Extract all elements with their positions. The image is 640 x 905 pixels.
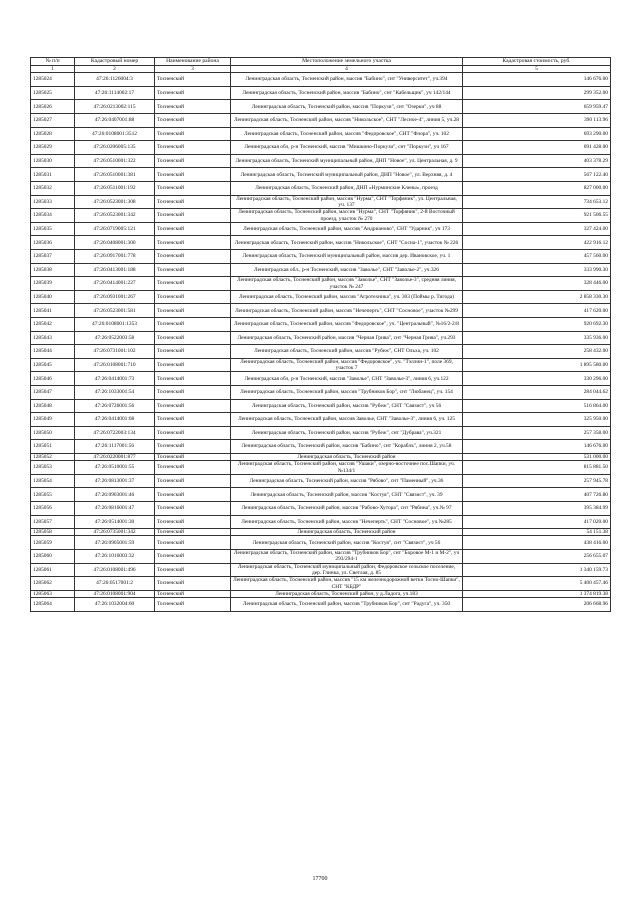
cadastral-value: 457 560.00	[463, 250, 611, 264]
cadastral-value: 531 000.00	[463, 453, 611, 460]
district-name: Тосненский	[155, 345, 231, 359]
plot-location: Ленинградская область, Тосненский район, ДНП «Нурминские Клены», проезд	[231, 182, 463, 196]
table-row	[31, 461, 611, 475]
cadastral-number: 47:26:0510001:55	[75, 461, 155, 475]
table-row	[31, 195, 611, 209]
cadastral-value: 2 858 330.30	[463, 290, 611, 304]
district-name: Тосненский	[155, 577, 231, 591]
cadastral-value: 1 895 580.00	[463, 358, 611, 372]
cadastral-number: 47:26:0413001:188	[75, 263, 155, 277]
district-name: Тосненский	[155, 536, 231, 550]
cadastral-value-table	[30, 57, 611, 612]
cadastral-number: 47:26:0510001:381	[75, 168, 155, 182]
row-number: 1285027	[31, 114, 75, 128]
cadastral-number: 47:26:0903001:46	[75, 488, 155, 502]
district-name: Тосненский	[155, 529, 231, 536]
cadastral-value: 5 400 457.46	[463, 577, 611, 591]
district-name: Тосненский	[155, 141, 231, 155]
district-name: Тосненский	[155, 331, 231, 345]
cadastral-value: 438 416.00	[463, 536, 611, 550]
row-number: 1285045	[31, 358, 75, 372]
cadastral-value: 827 000.00	[463, 182, 611, 196]
row-number: 1285031	[31, 168, 75, 182]
cadastral-value: 417 020.00	[463, 515, 611, 529]
row-number: 1285050	[31, 426, 75, 440]
cadastral-number: 47:26:0726001:56	[75, 399, 155, 413]
cadastral-number: 47:26:0407001:88	[75, 114, 155, 128]
district-name: Тосненский	[155, 127, 231, 141]
row-number: 1285056	[31, 502, 75, 516]
district-name: Тосненский	[155, 222, 231, 236]
district-name: Тосненский	[155, 236, 231, 250]
cadastral-number: 47:26:1117001:56	[75, 440, 155, 454]
cadastral-value: 693 290.00	[463, 127, 611, 141]
cadastral-value: 659 959.47	[463, 100, 611, 114]
cadastral-value: 328 446.00	[463, 277, 611, 291]
district-name: Тосненский	[155, 440, 231, 454]
district-name: Тосненский	[155, 488, 231, 502]
cadastral-value: 691 428.00	[463, 141, 611, 155]
header-cadastral-number: Кадастровый номер	[75, 58, 155, 66]
row-number: 1285055	[31, 488, 75, 502]
table-row	[31, 563, 611, 577]
row-number: 1285039	[31, 277, 75, 291]
district-name: Тосненский	[155, 461, 231, 475]
cadastral-value: 1 340 159.73	[463, 563, 611, 577]
table-row	[31, 114, 611, 128]
plot-location: Ленинградская область, Тосненский район, массив "Трубников Бор", снт "Боровое М-1 и М-2", уч 293/294-1	[231, 550, 463, 564]
plot-location: Ленинградская область, Тосненский район, массив "15 км железнодорожной ветки Тосно-Шапки", СНТ "КБДР"	[231, 577, 463, 591]
cadastral-number: 47:26:1032004:60	[75, 598, 155, 612]
row-number: 1285036	[31, 236, 75, 250]
row-number: 1285040	[31, 290, 75, 304]
cadastral-number: 47:26:0813001:37	[75, 474, 155, 488]
cadastral-value-table-sheet	[30, 57, 610, 612]
district-name: Тосненский	[155, 358, 231, 372]
cadastral-value: 395 384.99	[463, 502, 611, 516]
cadastral-value: 567 122.40	[463, 168, 611, 182]
plot-location: Ленинградская область, Тосненский район, массив "Бабино", снт "Кабельщик", уч 142/144	[231, 86, 463, 100]
plot-location: Ленинградская область, Тосненский район, массив "Ушаки", озерно-восточнее пос.Шапки, уч.№134/1	[231, 461, 463, 475]
row-number: 1285049	[31, 413, 75, 427]
plot-location: Ленинградская область, Тосненский район, массив "Андрианово", СНТ "Ударник", уч 173	[231, 222, 463, 236]
cadastral-value: 335 936.00	[463, 331, 611, 345]
row-number: 1285060	[31, 550, 75, 564]
district-name: Тосненский	[155, 426, 231, 440]
cadastral-value: 333 990.30	[463, 263, 611, 277]
table-row	[31, 529, 611, 536]
cadastral-value: 330 296.00	[463, 372, 611, 386]
row-number: 1285030	[31, 154, 75, 168]
plot-location: Ленинградская область, Тосненский район, массив "Нурма", СНТ "Торфяник", ул. Центральная, уч. 137	[231, 195, 463, 209]
header-district: Наименование района	[155, 58, 231, 66]
district-name: Тосненский	[155, 154, 231, 168]
plot-location: Ленинградская область, Тосненский муниципальный район, Федоровское сельское поселение, дер. Глинка, ул. Светлая, д. 85	[231, 563, 463, 577]
table-row	[31, 453, 611, 460]
cadastral-number: 47:26:0917001:778	[75, 250, 155, 264]
row-number: 1285059	[31, 536, 75, 550]
plot-location: Ленинградская область, Тосненский муниципальный район, массив дер. Ивановское, уч. 1	[231, 250, 463, 264]
header-location: Местоположение земельного участка	[231, 58, 463, 66]
cadastral-number: 47:26:0931001:267	[75, 290, 155, 304]
plot-location: Ленинградская область, Тосненский район, массив "Нурма", СНТ "Торфяник", 2-й Восточный проезд, участок № 270	[231, 209, 463, 223]
plot-location: Ленинградская область, Тосненский район	[231, 529, 463, 536]
cadastral-number: 47:26:0108001:1353	[75, 317, 155, 331]
row-number: 1285062	[31, 577, 75, 591]
cadastral-value: 258 432.00	[463, 345, 611, 359]
plot-location: Ленинградская область, Тосненский район, массив "Костуя", СНТ "Связист", уч. 39	[231, 488, 463, 502]
plot-location: Ленинградская область, Тосненский район, массив "Костуя", снт "Связист", уч 56	[231, 536, 463, 550]
cadastral-number: 47:26:0108001:496	[75, 563, 155, 577]
district-name: Тосненский	[155, 304, 231, 318]
plot-location: Ленинградская обл, р-н Тосненский, массив "Заволье", СНТ "Заволье-3", линия 6, уч.122	[231, 372, 463, 386]
row-number: 1285034	[31, 209, 75, 223]
header-number: № п/п	[31, 58, 75, 66]
district-name: Тосненский	[155, 182, 231, 196]
row-number: 1285052	[31, 453, 75, 460]
column-number: 5	[463, 66, 611, 73]
plot-location: Ленинградская область, Тосненский район, массив "Никольское", СНТ "Лесное-4", линия 5, уч.28	[231, 114, 463, 128]
cadastral-value: 325 950.00	[463, 413, 611, 427]
table-row	[31, 413, 611, 427]
district-name: Тосненский	[155, 317, 231, 331]
row-number: 1285025	[31, 86, 75, 100]
plot-location: Ленинградская область, Тосненский район, массив "Черная Грива", снт "Черная Грива", уч.293	[231, 331, 463, 345]
table-header-row	[31, 58, 611, 66]
plot-location: Ленинградская область, Тосненский район, массив "Федоровское", уч. "Тэллин-1", поле 369, участок 7	[231, 358, 463, 372]
plot-location: Ленинградская область, Тосненский район, массив "Трубников Бор", снт "Любанец", уч. 154	[231, 385, 463, 399]
row-number: 1285043	[31, 331, 75, 345]
table-row	[31, 168, 611, 182]
table-row	[31, 385, 611, 399]
plot-location: Ленинградская область, Тосненский район, массив "Поркузи", снт "Озерки", уч 88	[231, 100, 463, 114]
cadastral-number: 47:26:0514001:30	[75, 515, 155, 529]
table-row	[31, 488, 611, 502]
plot-location: Ленинградская область, Тосненский район, массив "Нечеперть", СНТ "Сосновое", участок №299	[231, 304, 463, 318]
row-number: 1285033	[31, 195, 75, 209]
plot-location: Ленинградская область, Тосненский район, массив "Нечеперть", СНТ "Сосновое", уч.№285	[231, 515, 463, 529]
row-number: 1285064	[31, 598, 75, 612]
district-name: Тосненский	[155, 563, 231, 577]
plot-location: Ленинградская область, Тосненский район, массив "Федоровское", СНТ "Флора", уч. 102	[231, 127, 463, 141]
table-row	[31, 590, 611, 597]
cadastral-value: 920 692.30	[463, 317, 611, 331]
page-number: 17700	[312, 876, 328, 882]
table-row	[31, 100, 611, 114]
cadastral-number: 47:26:0523001:308	[75, 195, 155, 209]
district-name: Тосненский	[155, 277, 231, 291]
plot-location: Ленинградская обл., р-н Тосненский, массив "Заволье", СНТ "Заволье-2", уч.326	[231, 263, 463, 277]
row-number: 1285029	[31, 141, 75, 155]
cadastral-number: 47:26:0108001:710	[75, 358, 155, 372]
table-row	[31, 502, 611, 516]
table-row	[31, 250, 611, 264]
row-number: 1285063	[31, 590, 75, 597]
table-row	[31, 154, 611, 168]
plot-location: Ленинградская область, Тосненский район, массив "Бабино", снт "Кораблъ", линия 2, уч.58	[231, 440, 463, 454]
cadastral-value: 146 676.00	[463, 440, 611, 454]
plot-location: Ленинградская обл, р-н Тосненский, массив "Мишкино-Поркузи", снт "Поркузи", уч 167	[231, 141, 463, 155]
table-row	[31, 399, 611, 413]
cadastral-number: 47:26:0523001:342	[75, 209, 155, 223]
table-row	[31, 277, 611, 291]
table-row	[31, 426, 611, 440]
plot-location: Ленинградская область, Тосненский муниципальный район, ДНП "Новое", ул. Верхняя, д. 4	[231, 168, 463, 182]
cadastral-number: 47:26:0414001:68	[75, 413, 155, 427]
row-number: 1285044	[31, 345, 75, 359]
district-name: Тосненский	[155, 598, 231, 612]
plot-location: Ленинградская область, Тосненский район, массив "Рубеж", снт "Дубрава", уч.321	[231, 426, 463, 440]
plot-location: Ленинградская область, Тосненский район, массив "Рубеж", СНТ Ольха, уч. 102	[231, 345, 463, 359]
row-number: 1285041	[31, 304, 75, 318]
plot-location: Ленинградская область, Тосненский муниципальный район, ДНП "Новое", ул. Центральная, д. 9	[231, 154, 463, 168]
row-number: 1285046	[31, 372, 75, 386]
row-number: 1285053	[31, 461, 75, 475]
cadastral-value: 407 726.80	[463, 488, 611, 502]
plot-location: Ленинградская область, Тосненский район, массив "Никольское", СНТ "Сосна-1", участок № 226	[231, 236, 463, 250]
table-row	[31, 182, 611, 196]
cadastral-value: 54 151.38	[463, 529, 611, 536]
cadastral-number: 47:26:0220001:877	[75, 453, 155, 460]
table-row	[31, 345, 611, 359]
cadastral-number: 47:26:0523001:581	[75, 304, 155, 318]
table-row	[31, 474, 611, 488]
row-number: 1285026	[31, 100, 75, 114]
table-row	[31, 141, 611, 155]
table-row	[31, 550, 611, 564]
district-name: Тосненский	[155, 474, 231, 488]
plot-location: Ленинградская область, Тосненский район, у д.Ладога, уч.183	[231, 590, 463, 597]
plot-location: Ленинградская область, Тосненский район, массив "Федоровское", уч. "Центральный", №16/2-2/8	[231, 317, 463, 331]
plot-location: Ленинградская область, Тосненский район, массив "Трубников Бор", снт "Радуга", уч. 350	[231, 598, 463, 612]
district-name: Тосненский	[155, 413, 231, 427]
table-row	[31, 209, 611, 223]
cadastral-number: 47:26:0510001:322	[75, 154, 155, 168]
table-row	[31, 222, 611, 236]
cadastral-number: 47:26:0108001:904	[75, 590, 155, 597]
plot-location: Ленинградская область, Тосненский район, массив "Рябово", снт "Паменный", уч.36	[231, 474, 463, 488]
cadastral-value: 327 424.00	[463, 222, 611, 236]
table-row	[31, 440, 611, 454]
column-number: 3	[155, 66, 231, 73]
cadastral-number: 47:26:1126004:3	[75, 73, 155, 87]
row-number: 1285042	[31, 317, 75, 331]
district-name: Тосненский	[155, 453, 231, 460]
cadastral-number: 47:26:0905001:59	[75, 536, 155, 550]
cadastral-value: 1 374 819.38	[463, 590, 611, 597]
cadastral-value: 284 044.62	[463, 385, 611, 399]
table-row	[31, 331, 611, 345]
cadastral-number: 47:26:1033001:54	[75, 385, 155, 399]
cadastral-value: 516 864.00	[463, 399, 611, 413]
district-name: Тосненский	[155, 209, 231, 223]
table-row	[31, 236, 611, 250]
column-number-row	[31, 66, 611, 73]
table-row	[31, 290, 611, 304]
cadastral-value: 403 378.29	[463, 154, 611, 168]
row-number: 1285061	[31, 563, 75, 577]
cadastral-number: 47:26:0206005:135	[75, 141, 155, 155]
cadastral-value: 422 916.12	[463, 236, 611, 250]
district-name: Тосненский	[155, 250, 231, 264]
district-name: Тосненский	[155, 399, 231, 413]
row-number: 1285037	[31, 250, 75, 264]
row-number: 1285054	[31, 474, 75, 488]
column-number: 2	[75, 66, 155, 73]
cadastral-value: 417 620.00	[463, 304, 611, 318]
cadastral-number: 47:26:0213002:115	[75, 100, 155, 114]
cadastral-value: 257 945.78	[463, 474, 611, 488]
table-row	[31, 317, 611, 331]
cadastral-number: 47:26:0722003:134	[75, 426, 155, 440]
cadastral-number: 47:26:0731001:102	[75, 345, 155, 359]
plot-location: Ленинградская область, Тосненский район, массив "Агротехника", уч. 303 (Поймы р. Тигода)	[231, 290, 463, 304]
row-number: 1285047	[31, 385, 75, 399]
table-row	[31, 86, 611, 100]
row-number: 1285032	[31, 182, 75, 196]
cadastral-number: 47:26:0719005:121	[75, 222, 155, 236]
cadastral-number: 47:26:0517001:2	[75, 577, 155, 591]
district-name: Тосненский	[155, 168, 231, 182]
plot-location: Ленинградская область, Тосненский район, массив "Бабино", снт "Университет", уч.394	[231, 73, 463, 87]
table-row	[31, 577, 611, 591]
cadastral-number: 47:26:0735001:342	[75, 529, 155, 536]
cadastral-number: 47:26:0108001:3512	[75, 127, 155, 141]
district-name: Тосненский	[155, 114, 231, 128]
cadastral-number: 47:26:1016003:32	[75, 550, 155, 564]
table-row	[31, 598, 611, 612]
district-name: Тосненский	[155, 290, 231, 304]
district-name: Тосненский	[155, 385, 231, 399]
cadastral-value: 390 113.96	[463, 114, 611, 128]
table-row	[31, 372, 611, 386]
table-body	[31, 73, 611, 611]
cadastral-number: 47:26:0816001:47	[75, 502, 155, 516]
table-row	[31, 304, 611, 318]
table-row	[31, 73, 611, 87]
plot-location: Ленинградская область, Тосненский район, массив Заволье, СНТ "Заволье-3", линия 6, уч. 125	[231, 413, 463, 427]
district-name: Тосненский	[155, 550, 231, 564]
cadastral-number: 47:26:1114002:17	[75, 86, 155, 100]
cadastral-value: 921 506.55	[463, 209, 611, 223]
header-cadastral-value: Кадастровая стоимость, руб.	[463, 58, 611, 66]
plot-location: Ленинградская область, Тосненский район, массив "Рабово-Хутора", снт "Рябина", уч.№ 97	[231, 502, 463, 516]
cadastral-number: 47:26:0414001:227	[75, 277, 155, 291]
column-number: 1	[31, 66, 75, 73]
district-name: Тосненский	[155, 195, 231, 209]
cadastral-value: 734 653.12	[463, 195, 611, 209]
table-row	[31, 358, 611, 372]
row-number: 1285058	[31, 529, 75, 536]
cadastral-number: 47:26:0511001:192	[75, 182, 155, 196]
district-name: Тосненский	[155, 73, 231, 87]
table-row	[31, 515, 611, 529]
column-number: 4	[231, 66, 463, 73]
row-number: 1285024	[31, 73, 75, 87]
row-number: 1285051	[31, 440, 75, 454]
table-row	[31, 536, 611, 550]
district-name: Тосненский	[155, 372, 231, 386]
table-row	[31, 263, 611, 277]
row-number: 1285028	[31, 127, 75, 141]
cadastral-value: 146 676.00	[463, 73, 611, 87]
district-name: Тосненский	[155, 100, 231, 114]
row-number: 1285048	[31, 399, 75, 413]
cadastral-value: 299 352.00	[463, 86, 611, 100]
table-row	[31, 127, 611, 141]
district-name: Тосненский	[155, 515, 231, 529]
cadastral-value: 206 668.96	[463, 598, 611, 612]
cadastral-number: 47:26:0408001:300	[75, 236, 155, 250]
cadastral-number: 47:26:0414001:73	[75, 372, 155, 386]
plot-location: Ленинградская область, Тосненский район, массив "Рубеж", СНТ "Связист", уч 56	[231, 399, 463, 413]
cadastral-number: 47:26:0522003:58	[75, 331, 155, 345]
district-name: Тосненский	[155, 502, 231, 516]
plot-location: Ленинградская область, Тосненский район, массив "Заволье", СНТ "Заволье-3", средняя линия, участок № 247	[231, 277, 463, 291]
plot-location: Ленинградская область, Тосненский район	[231, 453, 463, 460]
district-name: Тосненский	[155, 86, 231, 100]
row-number: 1285057	[31, 515, 75, 529]
row-number: 1285035	[31, 222, 75, 236]
district-name: Тосненский	[155, 263, 231, 277]
district-name: Тосненский	[155, 590, 231, 597]
cadastral-value: 257 358.00	[463, 426, 611, 440]
cadastral-value: 815 881.50	[463, 461, 611, 475]
cadastral-value: 256 655.07	[463, 550, 611, 564]
row-number: 1285038	[31, 263, 75, 277]
